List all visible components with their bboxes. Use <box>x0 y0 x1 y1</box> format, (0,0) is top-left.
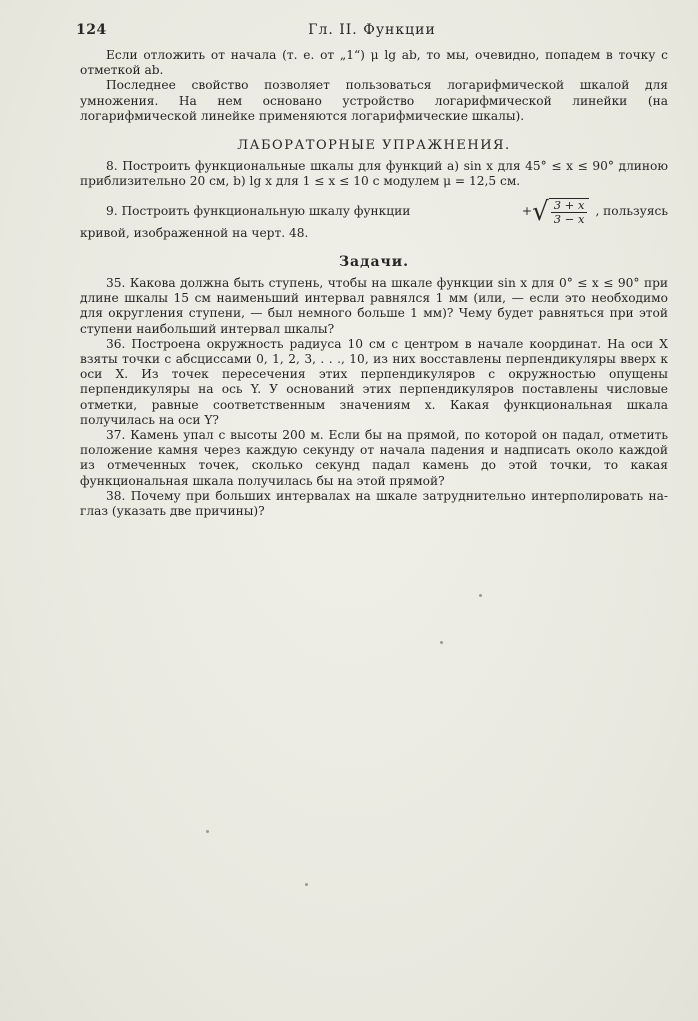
page-number: 124 <box>76 22 107 38</box>
running-title: Гл. II. Функции <box>308 22 436 38</box>
exercise-9-continuation: кривой, изображенной на черт. 48. <box>80 225 309 240</box>
page-header <box>76 22 668 42</box>
page-content <box>80 48 668 519</box>
lab-heading: ЛАБОРАТОРНЫЕ УПРАЖНЕНИЯ. <box>237 138 511 154</box>
task-37: 37. Камень упал с высоты 200 м. Если бы на прямой, по которой он падал, отметить положение камня через каждую секунду от начала падения и надписать около каждой из отмеченных точек, сколько секунд падал камень до этой точки, то какая функциональная шкала получилась бы на этой прямой? <box>80 428 668 488</box>
intro-paragraph-2: Последнее свойство позволяет пользоваться логарифмической шкалой для умножения. На нем основано устройство логарифмической линейки (на логарифмической линейке применяются логарифмические шкалы). <box>80 78 668 123</box>
sqrt-icon: √ <box>532 196 549 227</box>
tasks-heading: Задачи. <box>338 253 410 270</box>
exercise-9-lead: 9. Построить функциональную шкалу функции <box>106 204 411 219</box>
formula-sign: + <box>521 204 533 219</box>
exercise-9 <box>80 198 668 226</box>
fraction-denominator: 3 − x <box>553 211 585 226</box>
task-38: 38. Почему при больших интервалах на шкале затруднительно интерполировать на-глаз (указать две причины)? <box>80 488 668 519</box>
exercise-9-tail: , пользуясь <box>595 204 668 219</box>
speck-mark <box>206 830 209 833</box>
speck-mark <box>479 594 482 597</box>
speck-mark <box>440 641 443 644</box>
exercise-8: 8. Построить функциональные шкалы для функций a) sin x для 45° ≤ x ≤ 90° длиною приблизительно 20 см, b) lg x для 1 ≤ x ≤ 10 с модулем μ = 12,5 см. <box>80 159 668 189</box>
intro-paragraph-1: Если отложить от начала (т. е. от „1“) μ lg ab, то мы, очевидно, попадем в точку с отметкой ab. <box>80 48 668 78</box>
task-36: 36. Построена окружность радиуса 10 см с центром в начале координат. На оси X взяты точки с абсциссами 0, 1, 2, 3, . . ., 10, из них восставлены перпендикуляры вверх к оси X. Из точек пересечения этих перпендикуляров с окружностью опущены перпендикуляры на ось Y. У оснований этих перпендикуляров поставлены числовые отметки, равные соответственным значениям x. Какая функциональная шкала получилась на оси Y? <box>80 336 668 427</box>
exercise-9-formula <box>522 198 590 226</box>
speck-mark <box>305 883 308 886</box>
fraction-numerator: 3 + x <box>551 199 588 213</box>
task-35: 35. Какова должна быть ступень, чтобы на шкале функции sin x для 0° ≤ x ≤ 90° при длине шкалы 15 см наименьший интервал равнялся 1 мм (или, — если это необходимо для округления ступени, — был немного больше 1 мм)? Чему будет равняться при этой ступени наибольший интервал шкалы? <box>80 276 668 336</box>
formula-fraction <box>549 198 590 226</box>
